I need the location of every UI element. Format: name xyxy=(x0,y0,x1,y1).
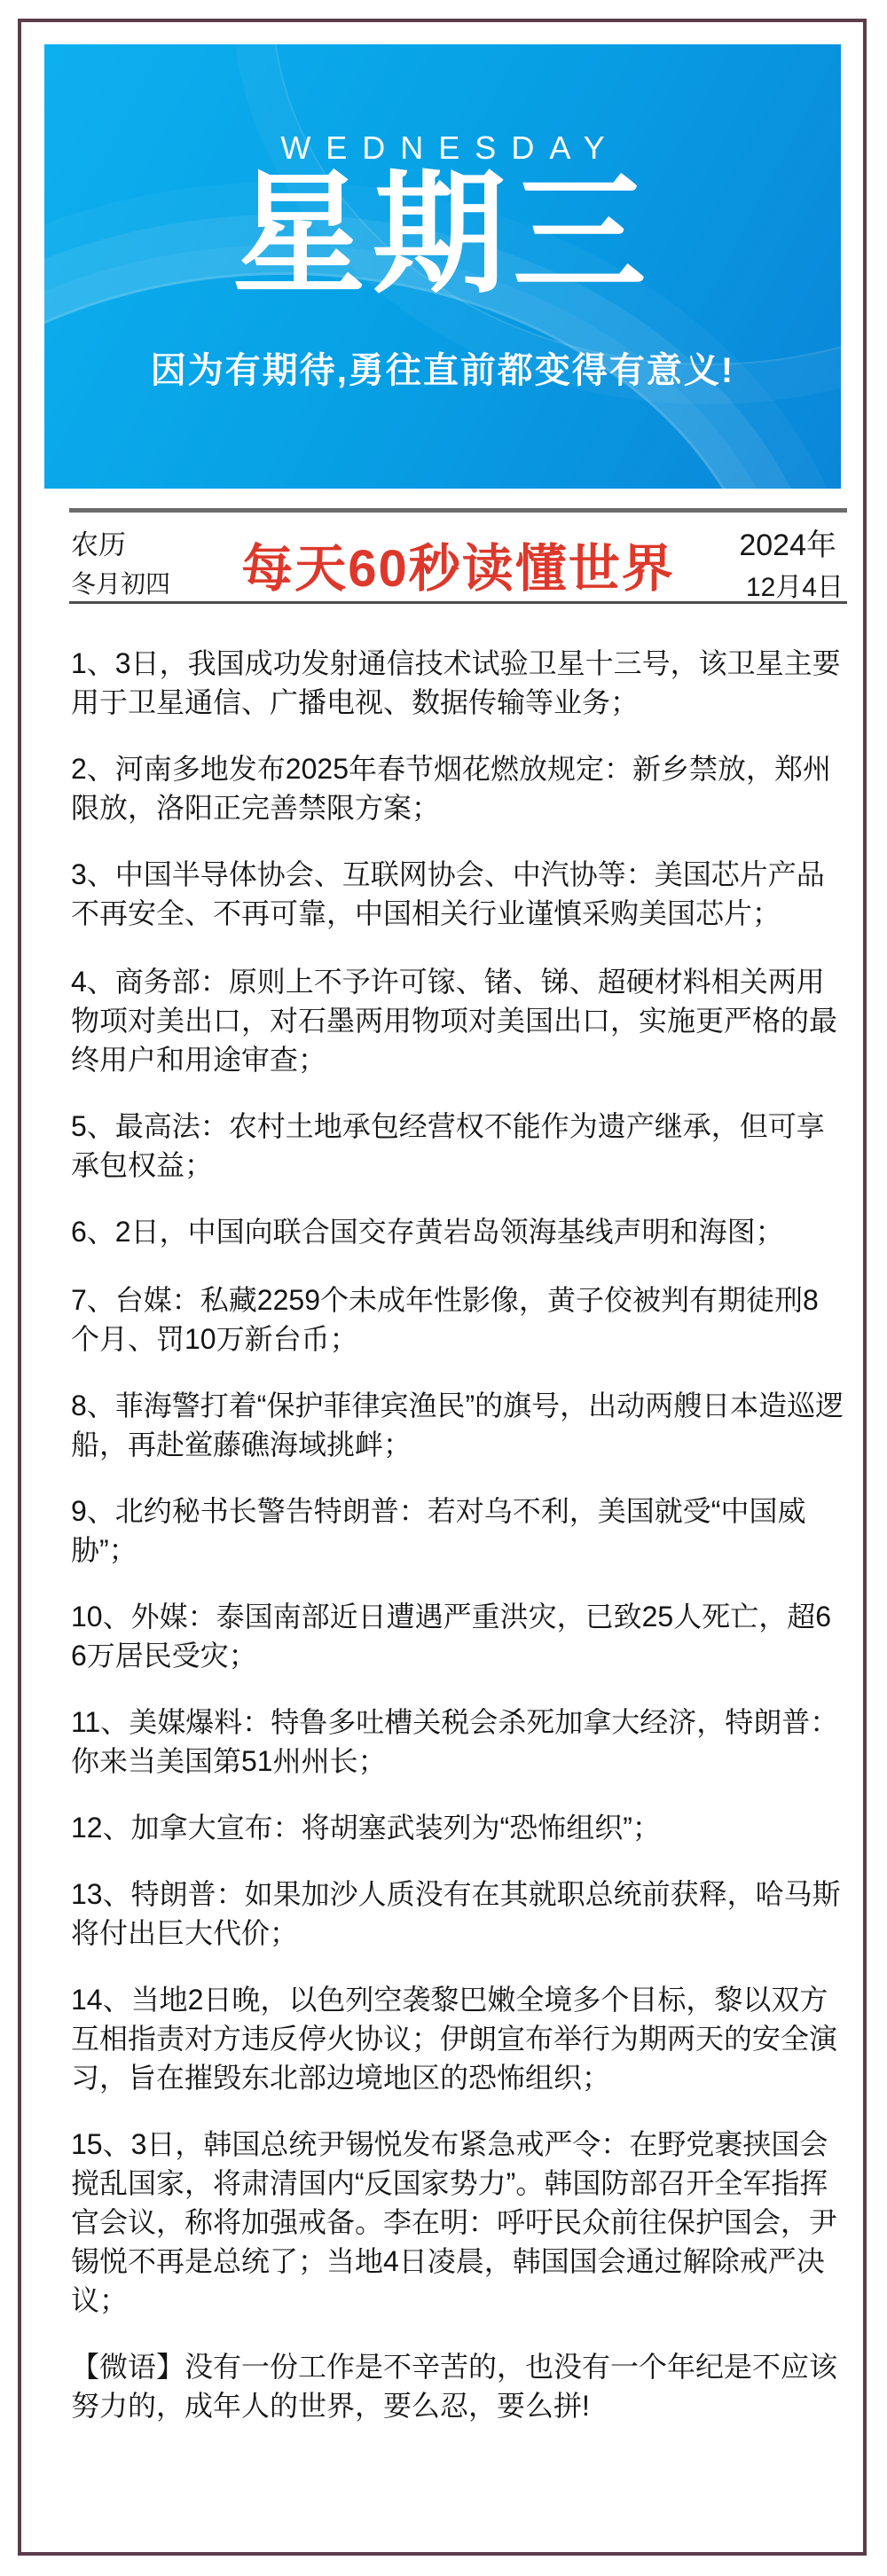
news-item: 12、加拿大宣布：将胡塞武装列为“恐怖组织”； xyxy=(71,1812,661,1844)
weekday-chinese-title: 星期三 xyxy=(232,160,653,309)
news-item: 3、中国半导体协会、互联网协会、中汽协等：美国芯片产品不再安全、不再可靠，中国相关行业谨慎采购美国芯片； xyxy=(71,858,825,929)
news-item: 4、商务部：原则上不予许可镓、锗、锑、超硬材料相关两用物项对美出口，对石墨两用物项对美国出口，实施更严格的最终用户和用途审查； xyxy=(71,966,838,1076)
weekday-english-label: WEDNESDAY xyxy=(280,129,620,166)
lunar-date: 冬月初四 xyxy=(71,570,171,598)
lunar-calendar-label: 农历 xyxy=(71,529,126,560)
header-card xyxy=(44,44,841,489)
date-bar-bottom-divider xyxy=(69,601,847,604)
daily-digest-title: 每天60秒读懂世界 xyxy=(241,540,675,598)
news-item: 6、2日，中国向联合国交存黄岩岛领海基线声明和海图； xyxy=(71,1216,784,1248)
news-item: 2、河南多地发布2025年春节烟花燃放规定：新乡禁放，郑州限放，洛阳正完善禁限方案； xyxy=(71,753,831,824)
gregorian-year: 2024年 xyxy=(739,529,836,562)
weiyu-quote: 【微语】没有一份工作是不辛苦的，也没有一个年纪是不应该努力的，成年人的世界，要么忍，要么拼! xyxy=(71,2351,838,2422)
news-item: 1、3日，我国成功发射通信技术试验卫星十三号，该卫星主要用于卫星通信、广播电视、数据传输等业务； xyxy=(71,647,841,718)
date-bar xyxy=(69,508,847,604)
news-item: 5、最高法：农村土地承包经营权不能作为遗产继承，但可享承包权益； xyxy=(71,1110,825,1181)
news-item: 15、3日，韩国总统尹锡悦发布紧急戒严令：在野党裹挟国会搅乱国家，将肃清国内“反国家势力”。韩国防部召开全军指挥官会议，称将加强戒备。李在明：呼吁民众前往保护国会，尹锡悦不再是总统了；当地4日凌晨，韩国国会通过解除戒严决议； xyxy=(71,2128,838,2316)
news-item: 9、北约秘书长警告特朗普：若对乌不利，美国就受“中国威胁”； xyxy=(71,1495,806,1566)
news-item: 11、美媒爆料：特鲁多吐槽关税会杀死加拿大经济，特朗普：你来当美国第51州州长； xyxy=(71,1706,839,1777)
gregorian-date: 12月4日 xyxy=(745,573,844,602)
news-item: 8、菲海警打着“保护菲律宾渔民”的旗号，出动两艘日本造巡逻船，再赴鲎藤礁海域挑衅； xyxy=(71,1390,844,1460)
news-item: 13、特朗普：如果加沙人质没有在其就职总统前获释，哈马斯将付出巨大代价； xyxy=(71,1878,841,1949)
header-slogan: 因为有期待,勇往直前都变得有意义! xyxy=(150,351,735,390)
news-item: 7、台媒：私藏2259个未成年性影像，黄子佼被判有期徒刑8个月、罚10万新台币； xyxy=(71,1284,819,1355)
news-item: 14、当地2日晚，以色列空袭黎巴嫩全境多个目标，黎以双方互相指责对方违反停火协议；伊朗宣布举行为期两天的安全演习，旨在摧毁东北部边境地区的恐怖组织； xyxy=(71,1984,838,2094)
news-item: 10、外媒：泰国南部近日遭遇严重洪灾，已致25人死亡，超66万居民受灾； xyxy=(71,1601,831,1672)
date-bar-row xyxy=(69,513,847,601)
news-list xyxy=(71,644,844,2425)
